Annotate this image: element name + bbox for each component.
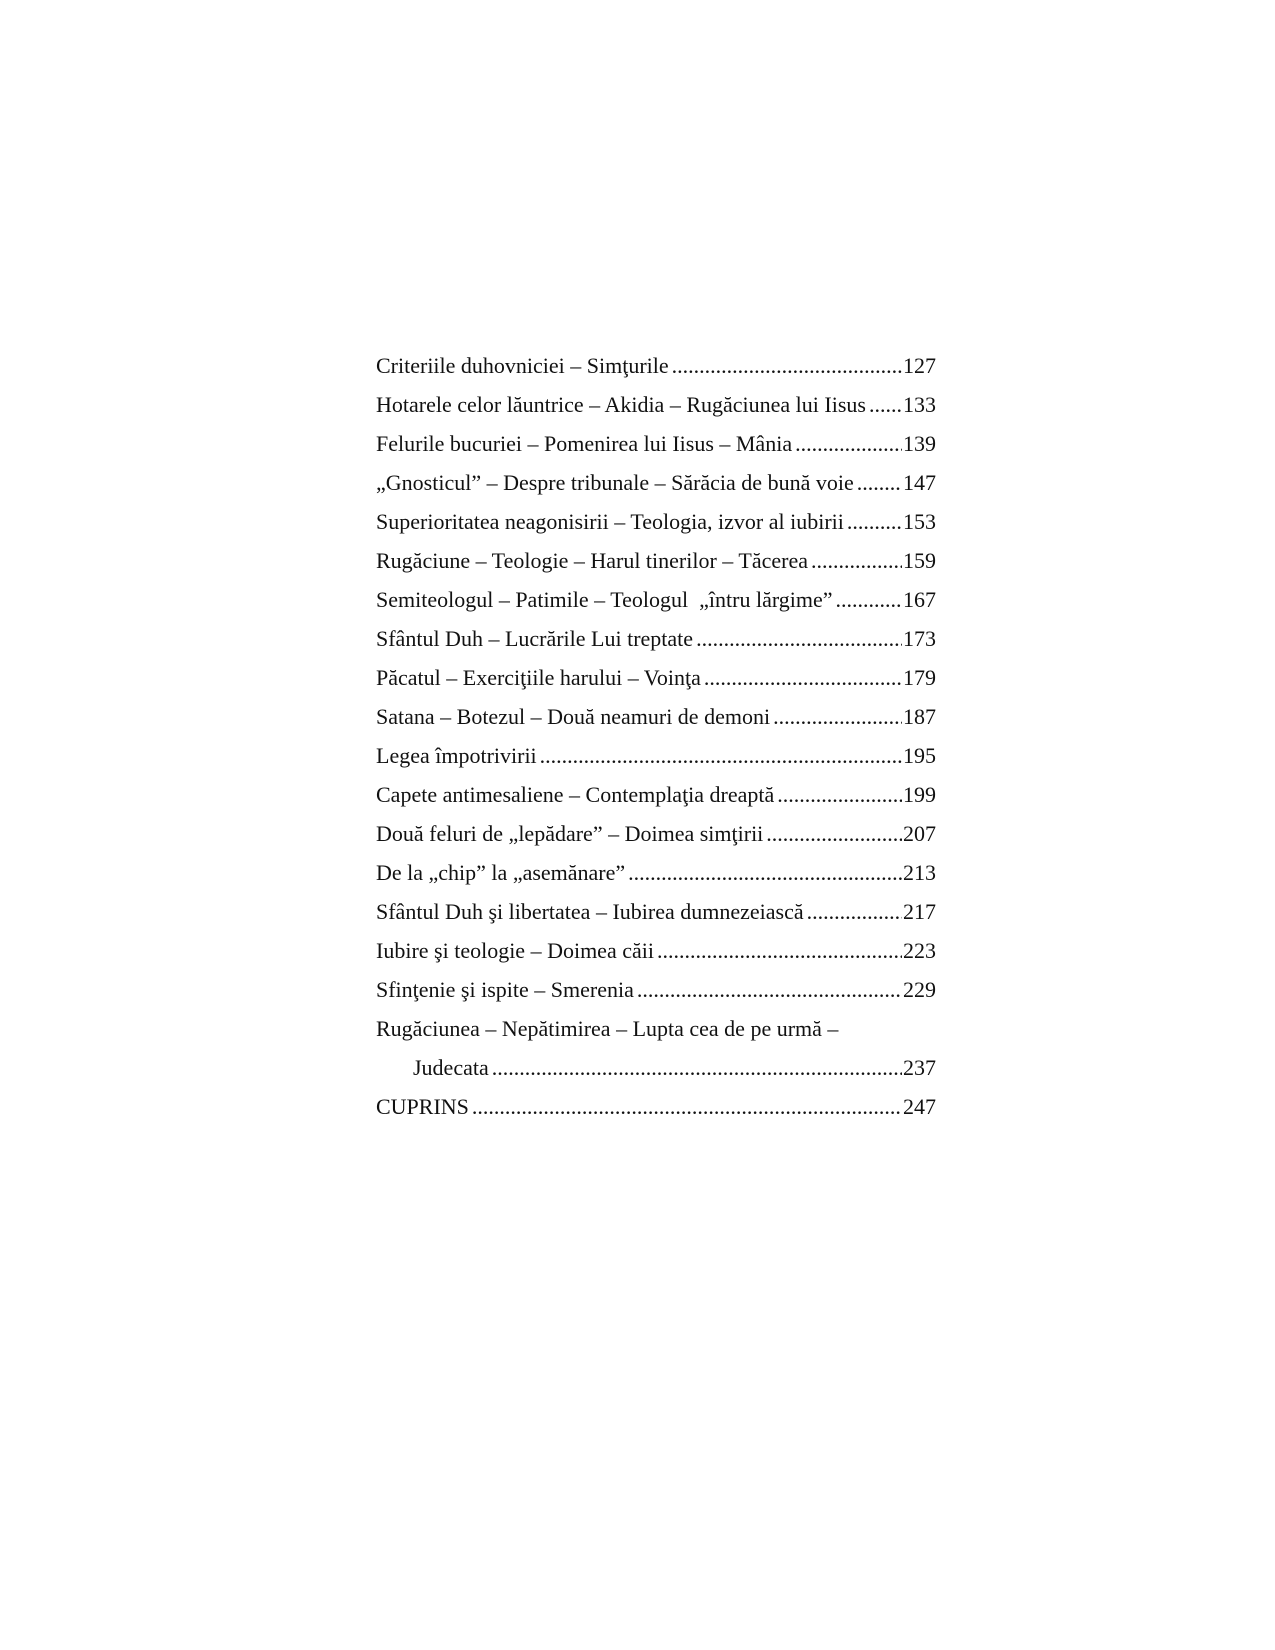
toc-dot-leader — [540, 736, 902, 775]
toc-entry-page: 133 — [903, 392, 936, 417]
toc-entry-page: 223 — [903, 938, 936, 963]
toc-entry[interactable] — [376, 346, 936, 385]
toc-entry-title: Două feluri de „lepădare” – Doimea simţirii — [376, 821, 764, 846]
toc-dot-leader — [869, 385, 902, 424]
toc-dot-leader — [766, 814, 902, 853]
toc-entry-title: Păcatul – Exerciţiile harului – Voinţa — [376, 665, 701, 690]
toc-entry-title: Felurile bucuriei – Pomenirea lui Iisus – Mânia — [376, 431, 793, 456]
toc-entry[interactable] — [376, 853, 936, 892]
toc-entry-title: Capete antimesaliene – Contemplaţia dreaptă — [376, 782, 775, 807]
toc-entry-title: Rugăciunea – Nepătimirea – Lupta cea de pe urmă – — [376, 1016, 839, 1041]
toc-entry-page: 179 — [903, 665, 936, 690]
toc-entry-title: Semiteologul – Patimile – Teologul „întru lărgime” — [376, 587, 833, 612]
toc-entry-continuation[interactable] — [376, 1048, 936, 1087]
toc-dot-leader — [696, 619, 902, 658]
toc-entry-title: Superioritatea neagonisirii – Teologia, izvor al iubirii — [376, 509, 844, 534]
toc-entry[interactable] — [376, 502, 936, 541]
toc-dot-leader — [836, 580, 902, 619]
toc-entry-title-continuation: Judecata — [413, 1055, 489, 1080]
toc-dot-leader — [472, 1087, 902, 1126]
toc-entry[interactable] — [376, 736, 936, 775]
toc-dot-leader — [704, 658, 902, 697]
toc-entry-title: Sfinţenie şi ispite – Smerenia — [376, 977, 634, 1002]
toc-entry-first-line[interactable] — [376, 1009, 936, 1048]
toc-entry-page: 217 — [903, 899, 936, 924]
toc-entry-page: 229 — [903, 977, 936, 1002]
toc-entry[interactable] — [376, 931, 936, 970]
toc-entry-title: Satana – Botezul – Două neamuri de demoni — [376, 704, 771, 729]
toc-entry-title: Iubire şi teologie – Doimea căii — [376, 938, 654, 963]
toc-entry[interactable] — [376, 463, 936, 502]
toc-entry-page: 153 — [903, 509, 936, 534]
toc-entry-page: 195 — [903, 743, 936, 768]
toc-dot-leader — [795, 424, 902, 463]
toc-entry[interactable] — [376, 775, 936, 814]
toc-dot-leader — [628, 853, 902, 892]
toc-entry[interactable] — [376, 541, 936, 580]
toc-entry-title: CUPRINS — [376, 1094, 469, 1119]
toc-entry-page: 147 — [903, 470, 936, 495]
toc-entry[interactable] — [376, 697, 936, 736]
toc-dot-leader — [807, 892, 902, 931]
toc-entry-page: 127 — [903, 353, 936, 378]
toc-entry-page: 237 — [903, 1055, 936, 1080]
toc-entry-page: 213 — [903, 860, 936, 885]
toc-entry-page: 247 — [903, 1094, 936, 1119]
toc-entry[interactable] — [376, 424, 936, 463]
toc-entry-title: „Gnosticul” – Despre tribunale – Sărăcia de bună voie — [376, 470, 854, 495]
toc-dot-leader — [657, 931, 902, 970]
toc-entry-title: Criteriile duhovniciei – Simţurile — [376, 353, 669, 378]
toc-dot-leader — [637, 970, 902, 1009]
toc-entry-title: Hotarele celor lăuntrice – Akidia – Rugăciunea lui Iisus — [376, 392, 866, 417]
toc-dot-leader — [811, 541, 902, 580]
toc-entry-page: 159 — [903, 548, 936, 573]
toc-entry-page: 199 — [903, 782, 936, 807]
toc-entry-page: 187 — [903, 704, 936, 729]
toc-dot-leader — [847, 502, 902, 541]
toc-entry-page: 167 — [903, 587, 936, 612]
toc-entry[interactable] — [376, 814, 936, 853]
toc-entry[interactable] — [376, 1087, 936, 1126]
toc-dot-leader — [857, 463, 902, 502]
toc-entry-page: 207 — [903, 821, 936, 846]
toc-entry-page: 173 — [903, 626, 936, 651]
toc-entry-title: De la „chip” la „asemănare” — [376, 860, 626, 885]
toc-entry-title: Rugăciune – Teologie – Harul tinerilor – Tăcerea — [376, 548, 808, 573]
toc-dot-leader — [492, 1048, 902, 1087]
toc-entry[interactable] — [376, 892, 936, 931]
toc-entry[interactable] — [376, 619, 936, 658]
toc-dot-leader — [777, 775, 902, 814]
toc-entry[interactable] — [376, 580, 936, 619]
toc-dot-leader — [773, 697, 902, 736]
toc-dot-leader — [672, 346, 902, 385]
toc-entry[interactable] — [376, 658, 936, 697]
toc-entry[interactable] — [376, 385, 936, 424]
toc-entry-title: Legea împotrivirii — [376, 743, 537, 768]
toc-entry-title: Sfântul Duh – Lucrările Lui treptate — [376, 626, 694, 651]
toc-entry-title: Sfântul Duh şi libertatea – Iubirea dumnezeiască — [376, 899, 804, 924]
toc-entry[interactable] — [376, 970, 936, 1009]
table-of-contents — [376, 346, 936, 1126]
toc-entry-page: 139 — [903, 431, 936, 456]
